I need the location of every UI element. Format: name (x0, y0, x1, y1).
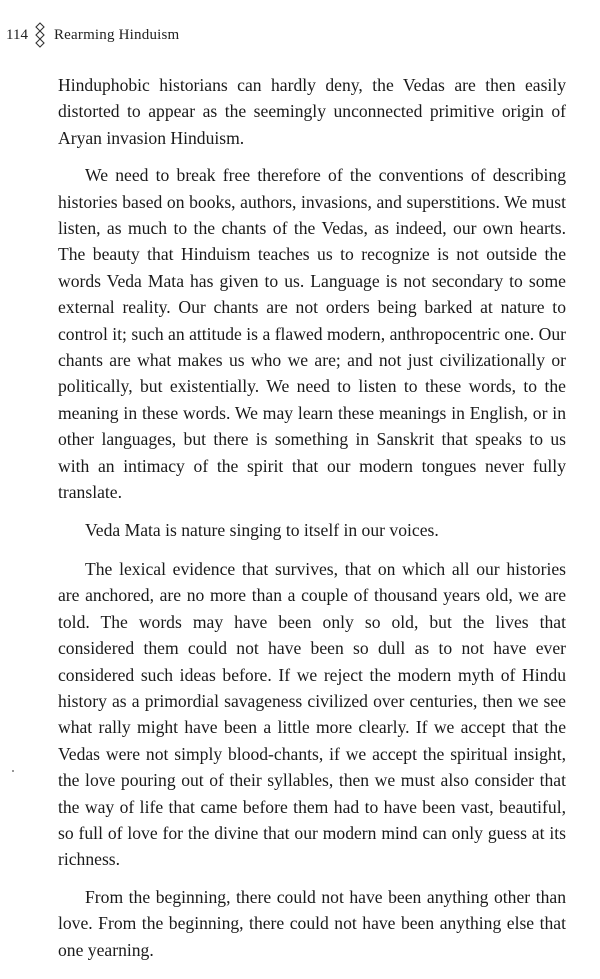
page-header (6, 22, 179, 48)
paragraph-5: From the beginning, there could not have been anything other than love. From the beginning, there could not have been anything else that one yearning. (58, 886, 566, 960)
margin-speck (12, 770, 14, 772)
page-number: 114 (6, 26, 28, 43)
body-text (58, 72, 566, 974)
paragraph-3: Veda Mata is nature singing to itself in our voices. (85, 519, 439, 540)
paragraph-2: We need to break free therefore of the conventions of describing histories based on books, authors, invasions, and superstitions. We must listen, as much to the chants of the Vedas, as indeed, our own hearts. The beauty that Hinduism teaches us to recognize is not outside the words Veda Mata has given to us. Language is not secondary to some external reality. Our chants are not orders being barked at nature to control it; such an attitude is a flawed modern, anthropocentric one. Our chants are what makes us who we are; and not just civilizationally or politically, but existentially. We need to listen to these words, to the meaning in these words. We may learn these meanings in English, or in other languages, but there is something in Sanskrit that speaks to us with an intimacy of the spirit that our modern tongues never fully translate. (58, 165, 566, 503)
running-title: Rearming Hinduism (53, 26, 180, 43)
paragraph-4: The lexical evidence that survives, that on which all our histories are anchored, are no more than a couple of thousand years old, we are told. The words may have been only so old, but the lives that considered them could not have been so dull as to not have ever considered such ideas before. If we reject the modern myth of Hindu history as a primordial savageness civilized over centuries, then we see what rally might have been a little more clearly. If we accept that the Vedas were not simply blood-chants, if we accept the spiritual insight, the love pouring out of their syllables, then we must also consider that the way of life that came before them had to have been vast, beautiful, so full of love for the divine that our modern mind can only guess at its richness. (58, 558, 566, 870)
paragraph-1: Hinduphobic historians can hardly deny, the Vedas are then easily distorted to appear as the seemingly unconnected primitive origin of Aryan invasion Hinduism. (58, 75, 566, 148)
diamond-chain-icon (34, 22, 46, 48)
